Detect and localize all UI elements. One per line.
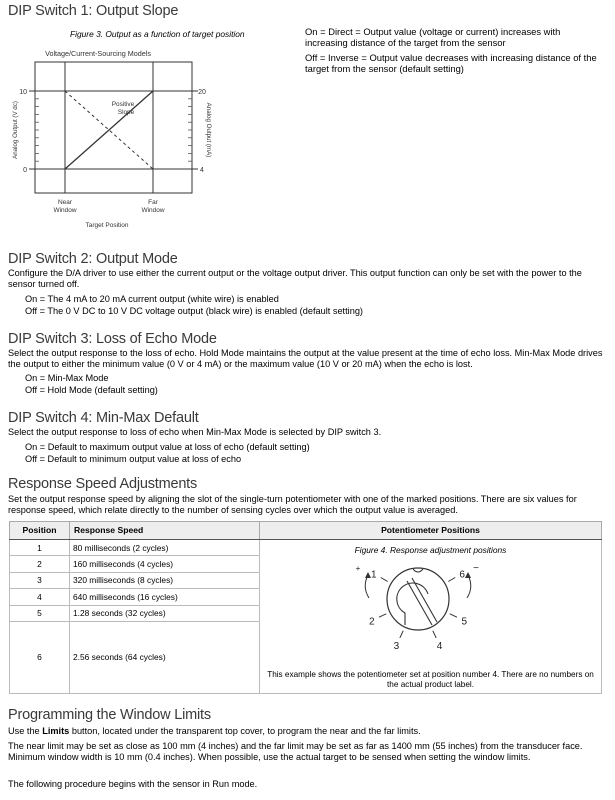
y2-tick-label: 20	[198, 89, 206, 96]
minus-sign: −	[473, 563, 479, 574]
chart-frame	[35, 62, 192, 193]
dial-tick-mark	[400, 631, 403, 638]
dial-tick-mark	[450, 614, 457, 617]
cell-position: 6	[10, 622, 70, 694]
dip1-descriptions	[305, 26, 605, 78]
y2-axis-label: Analog Output (mA)	[205, 102, 212, 158]
x-tick-label-near-2: Window	[53, 207, 77, 214]
dip2-on-text: On = The 4 mA to 20 mA current output (white wire) is enabled	[25, 294, 279, 304]
y2-tick-label: 4	[200, 167, 204, 174]
chart-title: Voltage/Current-Sourcing Models	[45, 49, 151, 58]
cell-position: 1	[10, 540, 70, 556]
response-heading: Response Speed Adjustments	[8, 476, 198, 492]
potentiometer-note: This example shows the potentiometer set at position number 4. There are no numbers on the actual product label.	[267, 670, 594, 690]
window-body-2: The near limit may be set as close as 100 mm (4 inches) and the far limit may be set as far as 1400 mm (55 inches) from the transducer face. Minimum window width is 10 mm (0.4 inches). When possible, use the actual target to be sensed when setting the window limits.	[8, 741, 583, 763]
dial-position-label: 4	[436, 641, 443, 653]
response-body: Set the output response speed by aligning the slot of the single-turn potentiometer with one of the marked positions. There are six values for response speed, which relate directly to the number of sensing cycles over which the output value is averaged.	[8, 494, 577, 516]
x-tick-label-far-2: Window	[141, 207, 165, 214]
potentiometer-figure-cell	[260, 540, 602, 694]
table-row	[10, 540, 602, 556]
cell-position: 2	[10, 556, 70, 572]
dip4-off-text: Off = Default to minimum output value at loss of echo	[25, 454, 242, 464]
window-body-3: The following procedure begins with the sensor in Run mode.	[8, 779, 258, 789]
cell-speed: 2.56 seconds (64 cycles)	[70, 622, 260, 694]
cell-speed: 320 milliseconds (8 cycles)	[70, 572, 260, 588]
chart-annotation-line2: Slope	[117, 109, 135, 116]
y-tick-label: 0	[23, 167, 27, 174]
output-slope-chart	[8, 42, 218, 232]
dip2-off-text: Off = The 0 V DC to 10 V DC voltage output (black wire) is enabled (default setting)	[25, 306, 363, 316]
cell-speed: 640 milliseconds (16 cycles)	[70, 589, 260, 605]
cell-position: 3	[10, 572, 70, 588]
dip1-on-text: On = Direct = Output value (voltage or current) increases with increasing distance of the target from the sensor	[305, 26, 561, 49]
dip3-on-text: On = Min-Max Mode	[25, 373, 109, 383]
x-tick-label-far-1: Far	[148, 199, 158, 206]
dip3-heading: DIP Switch 3: Loss of Echo Mode	[8, 331, 217, 347]
dial-tick-mark	[433, 631, 436, 638]
cell-speed: 80 milliseconds (2 cycles)	[70, 540, 260, 556]
cell-speed: 1.28 seconds (32 cycles)	[70, 605, 260, 621]
dial-position-label: 5	[461, 616, 468, 628]
dial-position-label: 1	[371, 569, 377, 581]
dip1-off-text: Off = Inverse = Output value decreases with increasing distance of the target from the sensor (default setting)	[305, 51, 597, 75]
chart-annotation-line1: Positive	[111, 101, 135, 108]
x-tick-label-near-1: Near	[57, 199, 73, 206]
cell-position: 4	[10, 589, 70, 605]
figure3-caption: Figure 3. Output as a function of target position	[70, 29, 245, 39]
header-response-speed: Response Speed	[70, 522, 260, 540]
window-body-1	[8, 726, 608, 737]
dip1-heading: DIP Switch 1: Output Slope	[8, 3, 179, 19]
dial-position-label: 3	[393, 641, 400, 653]
table-header-row	[10, 522, 602, 540]
dip3-off-text: Off = Hold Mode (default setting)	[25, 385, 158, 395]
series-line-positive-slope	[65, 91, 153, 169]
cw-arrowhead-icon	[465, 572, 471, 578]
ccw-arrow-icon	[365, 575, 369, 598]
dip3-body: Select the output response to the loss of echo. Hold Mode maintains the output at the value present at the time of echo loss. Min-Max Mode drives the output to either the minimum value (0 V or 4 mA) or the maximum value (10 V or 20 mA) when the echo is lost.	[8, 348, 603, 370]
dip2-body: Configure the D/A driver to use either the current output or the voltage output driver. This output function can only be set with the power to the sensor turned off.	[8, 268, 582, 290]
limits-button-label: Limits	[42, 726, 70, 736]
dial-position-label: 6	[459, 569, 465, 581]
dip4-heading: DIP Switch 4: Min-Max Default	[8, 410, 199, 426]
dial-notch	[413, 569, 423, 572]
response-speed-table	[9, 521, 602, 694]
dial-tick-mark	[381, 578, 388, 582]
figure4-caption: Figure 4. Response adjustment positions	[354, 545, 507, 555]
dip4-on-text: On = Default to maximum output value at loss of echo (default setting)	[25, 442, 310, 452]
plus-sign: +	[355, 564, 361, 573]
dip2-heading: DIP Switch 2: Output Mode	[8, 251, 178, 267]
cell-speed: 160 milliseconds (4 cycles)	[70, 556, 260, 572]
y-axis-label: Analog Output (V dc)	[12, 101, 19, 159]
dip4-body: Select the output response to loss of echo when Min-Max Mode is selected by DIP switch 3.	[8, 427, 382, 437]
dial-slot-indicator	[397, 578, 437, 625]
header-position: Position	[10, 522, 70, 540]
potentiometer-dial-diagram	[335, 557, 505, 667]
y-tick-label: 10	[19, 89, 27, 96]
dial-position-label: 2	[368, 616, 375, 628]
cell-position: 5	[10, 605, 70, 621]
header-potentiometer-positions: Potentiometer Positions	[260, 522, 602, 540]
dial-tick-mark	[448, 578, 455, 582]
dial-tick-mark	[379, 614, 386, 617]
window-body-1-pre: Use the	[8, 726, 43, 736]
x-axis-label: Target Position	[85, 222, 129, 229]
cw-arrow-icon	[467, 575, 471, 598]
window-heading: Programming the Window Limits	[8, 707, 211, 723]
window-body-1-post: button, located under the transparent top cover, to program the near and the far limits.	[69, 726, 421, 736]
